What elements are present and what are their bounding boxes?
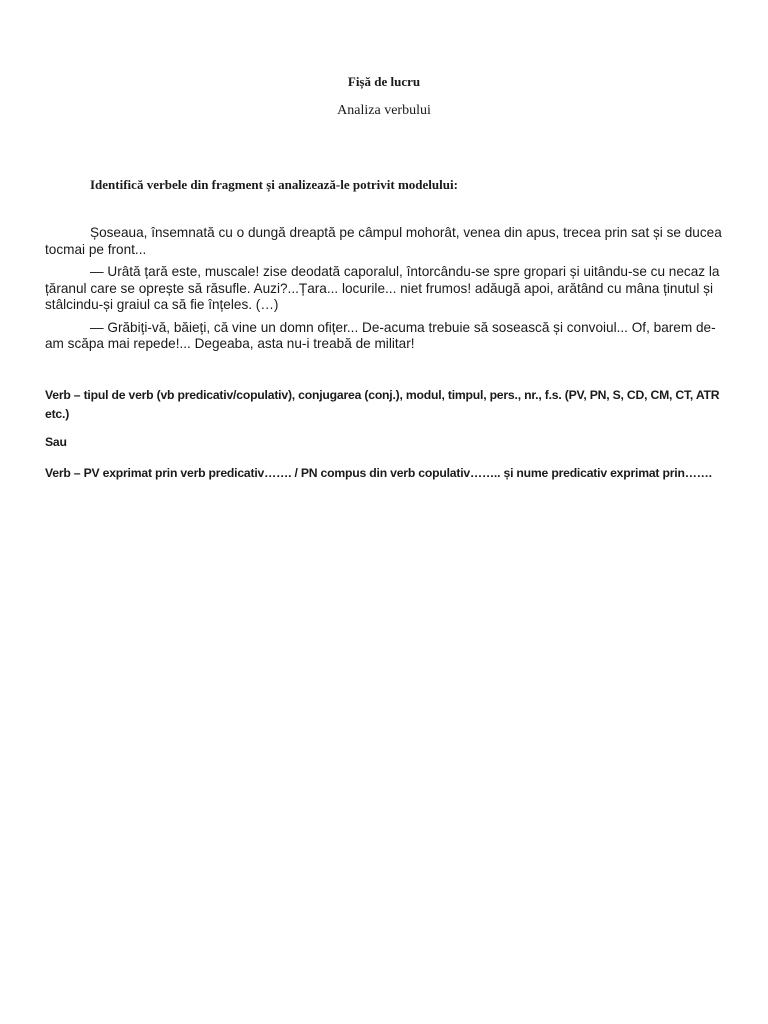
document-title: Fișă de lucru (347, 74, 421, 89)
analysis-model-line-alt: Verb – PV exprimat prin verb predicativ……. / PN compus din verb copulativ…….. și nume predicativ exprimat prin……. (45, 466, 712, 480)
analysis-model-line: Verb – tipul de verb (vb predicativ/copulativ), conjugarea (conj.), modul, timpul, pers., nr., f.s. (PV, PN, S, CD, CM, CT, ATR etc.) (45, 388, 720, 421)
fragment-paragraph: — Urâtă țară este, muscale! zise deodată caporalul, întorcându-se spre gropari și uitându-se cu necaz la țăranul care se oprește să răsufle. Auzi?...Țara... locurile... niet frumos! adăugă apoi, arătând cu mâna ținutul și stâlcindu-și graiul ca să fie înțeles. (…) (45, 264, 720, 312)
fragment-paragraph: — Grăbiți-vă, băieți, că vine un domn ofițer... De-acuma trebuie să sosească și convoiul... Of, barem de-am scăpa mai repede!... Degeaba, asta nu-i treabă de militar! (45, 319, 716, 351)
analysis-model-or: Sau (45, 435, 67, 449)
document-subtitle: Analiza verbului (337, 103, 431, 118)
fragment-paragraph: Șoseaua, însemnată cu o dungă dreaptă pe câmpul mohorât, venea din apus, trecea prin sat și se ducea tocmai pe front... (45, 225, 722, 257)
task-instruction: Identifică verbele din fragment și analizează-le potrivit modelului: (90, 177, 458, 192)
text-fragment (45, 225, 725, 359)
